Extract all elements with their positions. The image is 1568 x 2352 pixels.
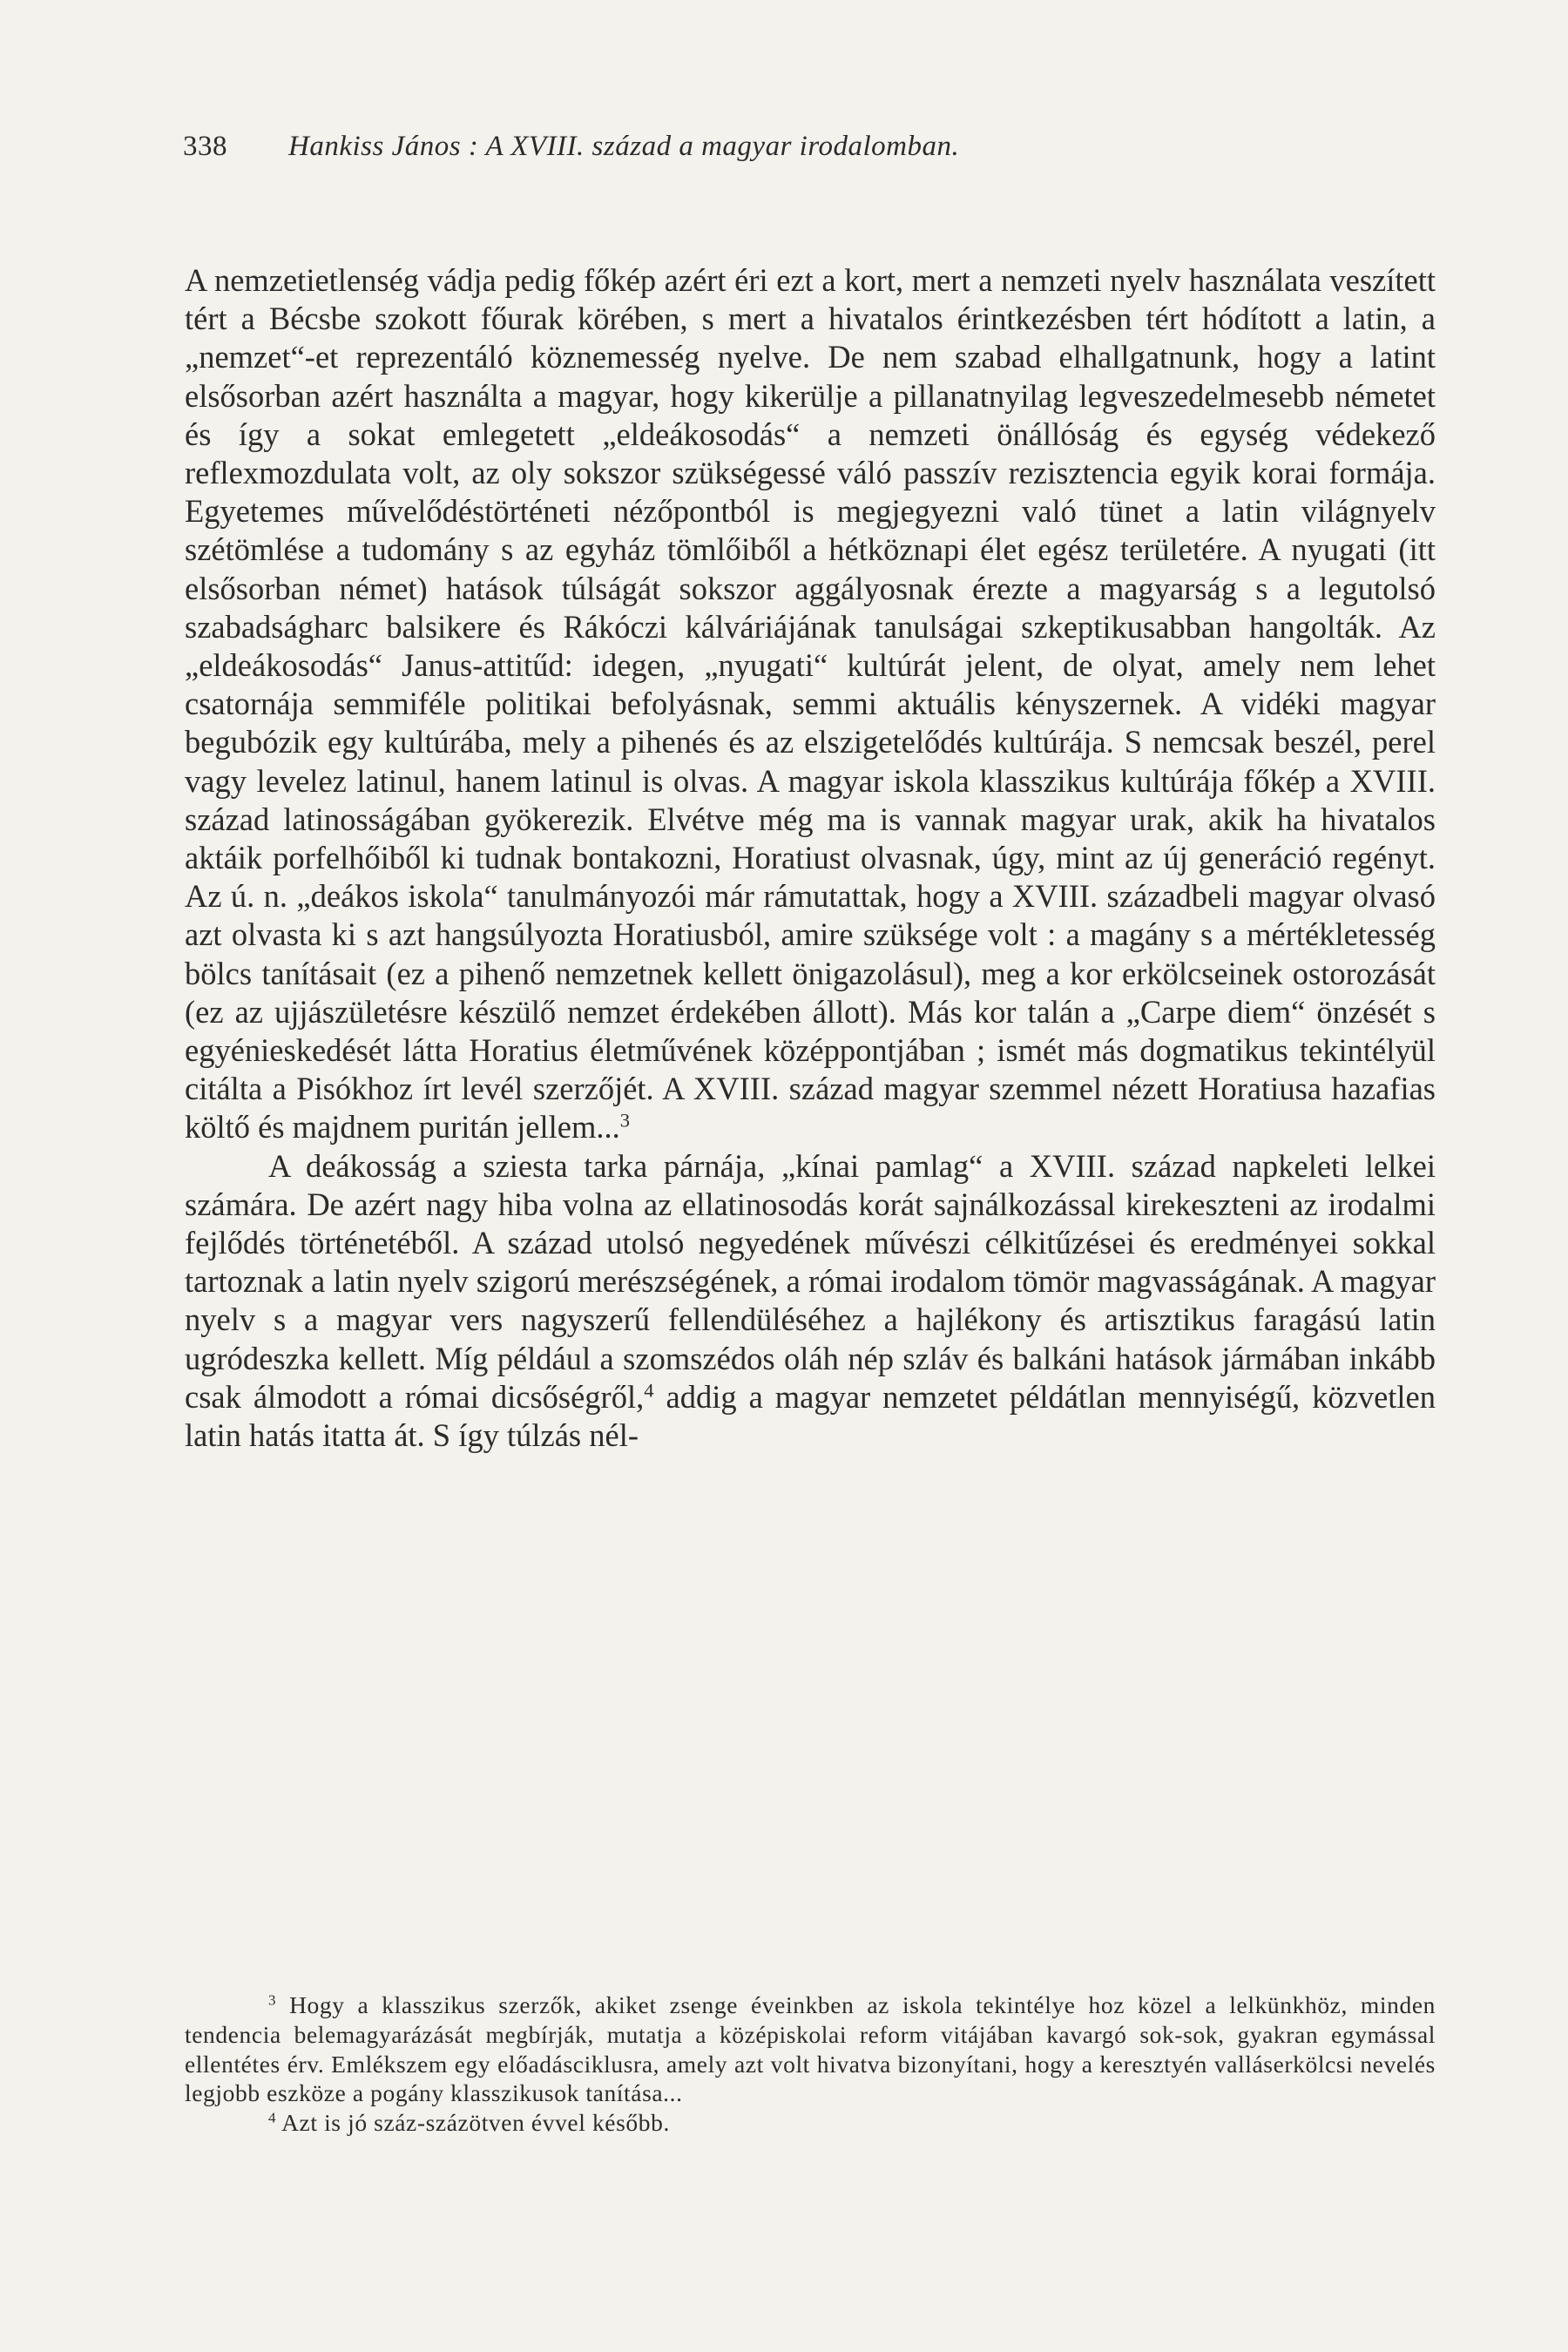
footnote-4-text: Azt is jó száz-százötven évvel később.: [276, 2109, 670, 2137]
paragraph-2: [185, 1147, 1436, 1456]
footnote-4: [185, 2108, 1436, 2138]
footnote-3-marker: 3: [268, 1991, 277, 2009]
paragraph-2-text-a: A deákosság a sziesta tarka párnája, „kínai pamlag“ a XVIII. század napkeleti lelkei számára. De azért nagy hiba volna az ellatinosodás korát sajnálkozással kirekeszteni az irodalmi fejlődés történetéből. A század utolsó negyedének művészi célkitűzései és eredményei sokkal tartoznak a latin nyelv szigorú merészségének, a római irodalom tömör magvasságának. A magyar nyelv s a magyar vers nagyszerű fellendüléséhez a hajlékony és artisztikus faragású latin ugródeszka kellett. Míg például a szomszédos oláh nép szláv és balkáni hatások jármában inkább csak álmodott a római dicsőségről,: [185, 1147, 1436, 1415]
footnotes: [185, 1990, 1436, 2138]
footnote-3-text: Hogy a klasszikus szerzők, akiket zsenge éveinkben az iskola tekintélye hoz közel a lelkünkhöz, minden tendencia belemagyarázását megbírják, mutatja a középiskolai reform vitájában kavargó sok-sok, gyakran egymással ellentétes érv. Emlékszem egy előadásciklusra, amely azt volt hivatva bizonyítani, hogy a keresztyén valláserkölcsi nevelés legjobb eszköze a pogány klasszikusok tanítása...: [185, 1991, 1436, 2107]
page-number: 338: [183, 131, 227, 162]
footnote-3: [185, 1990, 1436, 2108]
page-header: [183, 131, 959, 163]
body-text: [185, 261, 1436, 1455]
paragraph-1-text: A nemzetietlenség vádja pedig főkép azért éri ezt a kort, mert a nemzeti nyelv használata veszített tért a Bécsbe szokott főurak körében, s mert a hivatalos érintkezésben tért hódított a latin, a „nemzet“-et reprezentáló köznemesség nyelve. De nem szabad elhallgatnunk, hogy a latint elsősorban azért használta a magyar, hogy kikerülje a pillanatnyilag legveszedelmesebb németet és így a sokat emlegetett „eldeákosodás“ a nemzeti önállóság és egység védekező reflexmozdulata volt, az oly sokszor szükségessé váló passzív rezisztencia egyik korai formája. Egyetemes művelődéstörténeti nézőpontból is megjegyezni való tünet a latin világnyelv szétömlése a tudomány s az egyház tömlőiből a hétköznapi élet egész területére. A nyugati (itt elsősorban német) hatások túlságát sokszor aggályosnak érezte a magyarság s a legutolsó szabadságharc balsikere és Rákóczi kálváriájának tanulságai szkeptikusabban hangolták. Az „eldeákosodás“ Janus-attitűd: idegen, „nyugati“ kultúrát jelent, de olyat, amely nem lehet csatornája semmiféle politikai befolyásnak, semmi aktuális kényszernek. A vidéki magyar begubózik egy kultúrába, mely a pihenés és az elszigetelődés kultúrája. S nemcsak beszél, perel vagy levelez latinul, hanem latinul is olvas. A magyar iskola klasszikus kultúrája főkép a XVIII. század latinosságában gyökerezik. Elvétve még ma is vannak magyar urak, akik ha hivatalos aktáik porfelhőiből ki tudnak bontakozni, Horatiust olvasnak, úgy, mint az új generáció regényt. Az ú. n. „deákos iskola“ tanulmányozói már rámutattak, hogy a XVIII. századbeli magyar olvasó azt olvasta ki s azt hangsúlyozta Horatiusból, amire szüksége volt : a magány s a mértékletesség bölcs tanításait (ez a pihenő nemzetnek kellett önigazolásul), meg a kor erkölcseinek ostorozását (ez az ujjászületésre készülő nemzet érdekében állott). Más kor talán a „Carpe diem“ önzését s egyénieskedését látta Horatius életművének középpontjában ; ismét más dogmatikus tekintélyül citálta a Pisókhoz írt levél szerzőjét. A XVIII. század magyar szemmel nézett Horatiusa hazafias költő és majdnem puritán jellem...: [185, 262, 1436, 1146]
paragraph-2-text-b: addig a magyar nemzetet példátlan mennyiségű, közvetlen latin hatás itatta át. S így túlzás nél-: [185, 1378, 1436, 1454]
footnote-ref-4: 4: [644, 1379, 654, 1402]
footnote-ref-3: 3: [619, 1110, 631, 1132]
paragraph-1: [185, 261, 1436, 1147]
running-head: Hankiss János : A XVIII. század a magyar irodalomban.: [288, 131, 960, 162]
footnote-4-marker: 4: [268, 2109, 277, 2126]
